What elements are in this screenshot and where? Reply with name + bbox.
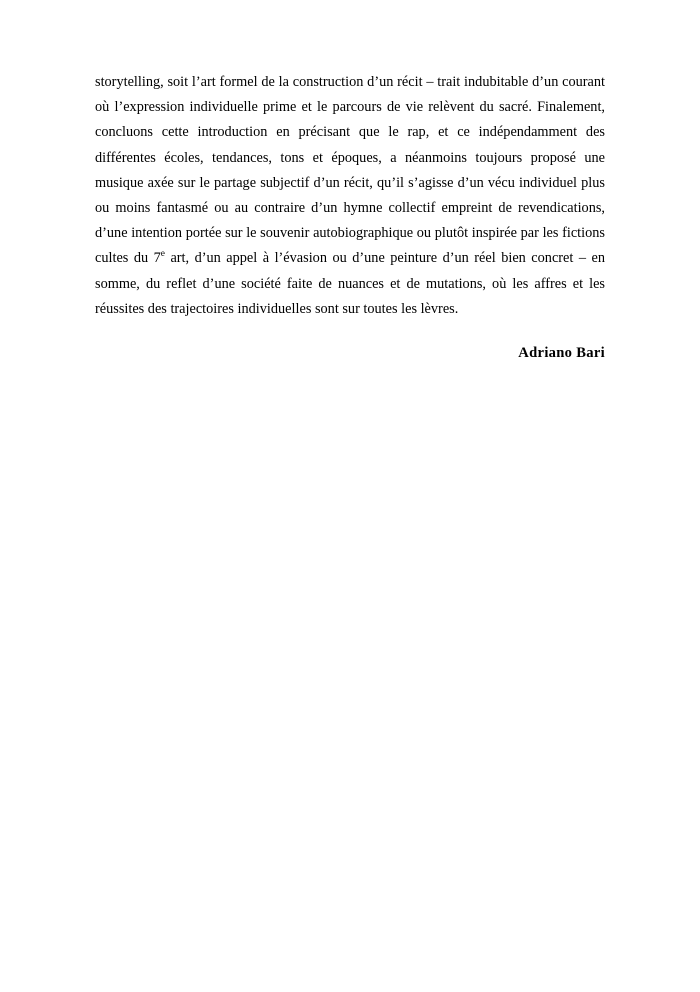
ordinal-exponent: e xyxy=(160,249,165,260)
text-column xyxy=(95,70,609,362)
author-signature: Adriano Bari xyxy=(518,345,605,362)
paragraph-text-part-2: art, d’un appel à l’évasion ou d’une peinture d’un réel bien concret – en somme, du reflet d’une société faite de nuances et de mutations, où les affres et les réussites des trajectoires individuelles sont sur toutes les lèvres. xyxy=(95,250,609,317)
body-paragraph xyxy=(95,70,609,322)
paragraph-text-part-1: storytelling, soit l’art formel de la construction d’un récit – trait indubitable d’un courant où l’expression individuelle prime et le parcours de vie relèvent du sacré. Finalement, concluons cette introduction en précisant que le rap, et ce indépendamment des différentes écoles, tendances, tons et époques, a néanmoins toujours proposé une musique axée sur le partage subjectif d’un récit, qu’il s’agisse d’un vécu individuel plus ou moins fantasmé ou au contraire d’un hymne collectif empreint de revendications, d’une intention portée sur le souvenir autobiographique ou plutôt inspirée par les fictions cultes du 7 xyxy=(95,74,609,267)
